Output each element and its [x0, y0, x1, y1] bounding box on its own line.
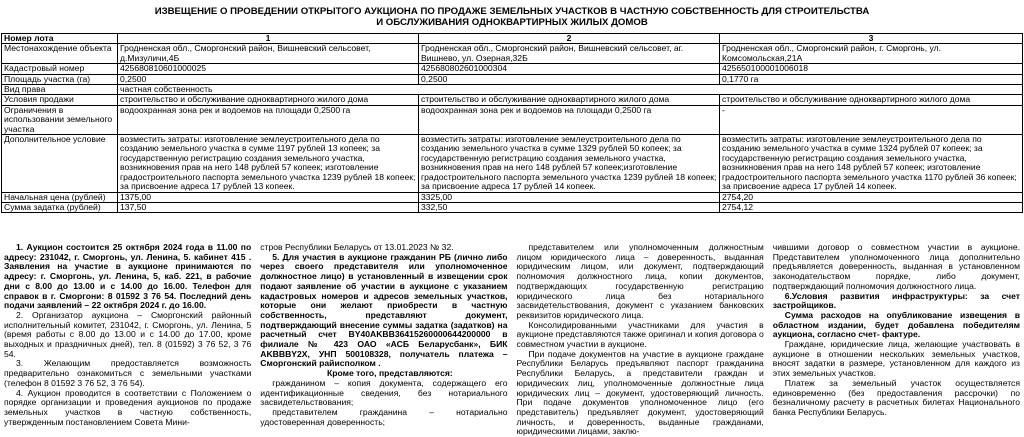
- header-lot-3: 3: [720, 34, 1023, 44]
- table-cell: 137,50: [118, 202, 419, 212]
- table-cell: 0,1770 га: [720, 74, 1023, 84]
- paragraph-citizen-docs: гражданином – копия документа, содержащего его идентификационные сведения, без нотариального засвидетельствования;: [260, 377, 508, 408]
- table-cell: 2754,20: [720, 192, 1023, 202]
- table-cell: Гродненская обл., Сморгонский район, Вишневский сельсовет, д.Мизуличи,4Б: [118, 44, 419, 64]
- table-row: [2, 95, 1023, 105]
- table-cell: 425650100001006018: [720, 64, 1023, 74]
- notice-title-line-2: И ОБСЛУЖИВАНИЯ ОДНОКВАРТИРНЫХ ЖИЛЫХ ДОМОВ: [376, 17, 648, 28]
- table-row: [2, 64, 1023, 74]
- row-label: Ограничения в использовании земельного участка: [2, 105, 118, 134]
- paragraph-organizer: 2. Организатор аукциона – Сморгонский районный исполнительный комитет, 231042, г. Сморгонь, ул. Ленина, 5 (время работы с 8.00 до 13.00 и с 14.00 до 17.00, кроме выходных и праздничных дней), тел. 8 (01592) 3 76 52, 3 76 54.: [4, 309, 252, 359]
- row-label: Условия продажи: [2, 95, 118, 105]
- table-cell: 2754,12: [720, 202, 1023, 212]
- paragraph-preview: 3. Желающим предоставляется возможность предварительно ознакомиться с земельными участками (телефон 8 01592 3 76 52, 3 76 54).: [4, 358, 252, 388]
- table-cell: 332,50: [419, 202, 720, 212]
- paragraph-payment: Платеж за земельный участок осуществляется единовременно (без предоставления рассрочки) по безналичному расчету в расчетных билетах Национального банка Республики Беларусь.: [772, 377, 1020, 417]
- table-cell: 425680810601000025: [118, 64, 419, 74]
- table-cell: частная собственность: [118, 85, 1023, 95]
- paragraph-participation: 5. Для участия в аукционе гражданин РБ (лично либо через своего представителя или уполномоченное должностное лицо) в установленный в извещении срок подают заявление об участии в аукционе с указанием кадастровых номеров и адресов земельных участков, которые они желают приобрести в частную собственность, представляют документ, подтверждающий внесение суммы задатка (задатков) на расчетный счет BY40AKBB36415260000644200000 в филиале № 423 ОАО «АСБ Беларусбанк», БИК AKBBBY2X, УНП 500108328, получатель платежа – Сморгонский райисполком .: [260, 251, 508, 369]
- table-cell: водоохранная зона рек и водоемов на площади 0,2500 га: [419, 105, 720, 134]
- paragraph-multiple-lots: Граждане, юридические лица, желающие участвовать в аукционе в отношении нескольких земельных участков, вносят задатки в размере, установленном для каждого из этих земельных участков.: [772, 339, 1020, 379]
- table-cell: 0,2500: [419, 74, 720, 84]
- header-lot-number: Номер лота: [2, 34, 118, 44]
- text-column-2: [260, 242, 508, 427]
- table-row: [2, 202, 1023, 212]
- header-lot-2: 2: [419, 34, 720, 44]
- table-row: [2, 44, 1023, 64]
- paragraph-legal-entity: представителем или уполномоченным должностным лицом юридического лица – доверенность, выданная юридическим лицом, или документ, подтверждающий полномочия должностного лица, копии документов, подтверждающих государственную регистрацию юридического лица без нотариального засвидетельствования, документ с указанием банковских реквизитов юридического лица.: [516, 242, 764, 320]
- table-cell: возместить затраты: изготовление землеустроительного дела по созданию земельного участка в сумме 1197 рублей 13 копеек; за государственную регистрацию создания земельного участка, возникновения прав на него 148 рублей 57 копеек; изготовление градостроительного паспорта земельного участка 1239 рублей 18 копеек; за присвоение адреса 17 рублей 13 копеек.: [118, 135, 419, 192]
- table-cell: возместить затраты: изготовление землеустроительного дела по созданию земельного участка в сумме 1329 рублей 50 копеек; за государственную регистрацию создания земельного участка, возникновения прав на него 148 рублей 57 копеек;изготовление градостроительного паспорта земельного участка 1239 рублей 18 копеек; за присвоение адреса 17 рублей 14 копеек.: [419, 135, 720, 192]
- text-column-3: [516, 242, 764, 437]
- table-cell: строительство и обслуживание одноквартирного жилого дома: [118, 95, 419, 105]
- table-cell: Гродненская обл., Сморгонский район, г. Сморгонь, ул. Комсомольская,21А: [720, 44, 1023, 64]
- table-cell: 0,2500: [118, 74, 419, 84]
- paragraph-identity-docs: При подаче документов на участие в аукционе граждане Республики Беларусь предъявляют паспорт гражданина Республики Беларусь, а представители граждан и юридических лиц, уполномоченные должностные лица юридических лиц – документ, удостоверяющий личность. При подаче документов уполномоченное лицо (его представитель) предъявляет документ, удостоверяющий личность, и доверенность, выданные гражданами, юридическими лицами, заклю-: [516, 348, 764, 437]
- table-row: [2, 74, 1023, 84]
- paragraph-publication-costs: Сумма расходов на опубликование извещения в областном издании, будет добавлена победителям аукциона, согласно счет- фактуре.: [772, 309, 1020, 340]
- paragraph-consolidated: Консолидированными участниками для участия в аукционе представляются также оригинал и копия договора о совместном участии в аукционе.: [516, 319, 764, 350]
- row-label: Начальная цена (рублей): [2, 192, 118, 202]
- table-row: [2, 105, 1023, 134]
- text-column-4: [772, 242, 1020, 417]
- row-label: Дополнительное условие: [2, 135, 118, 192]
- text-column-1: [4, 242, 252, 427]
- table-cell: строительство и обслуживание одноквартирного жилого дома: [720, 95, 1023, 105]
- table-cell: строительство и обслуживание одноквартирного жилого дома: [419, 95, 720, 105]
- row-label: Местонахождение объекта: [2, 44, 118, 64]
- table-cell: 425680802601000304: [419, 64, 720, 74]
- paragraph-identity-cont: чившими договор о совместном участии в аукционе. Представителем уполномоченного лица дополнительно предъявляется доверенность, выданная в установленном законодательством порядке, либо документ, подтверждающий полномочия должностного лица.: [772, 242, 1020, 291]
- paragraph-infrastructure: 6.Условия развития инфраструктуры: за счет застройщиков.: [772, 290, 1020, 311]
- table-cell: водоохранная зона рек и водоемов на площади 0,2500 га: [118, 105, 419, 134]
- table-cell: возместить затраты: изготовление землеустроительного дела по созданию земельного участка в сумме 1324 рублей 07 копеек; за государственную регистрацию создания земельного участка, возникновения прав на него 148 рублей 57 копеек; изготовление градостроительного паспорта земельного участка 1170 рублей 36 копеек; за присвоение адреса 17 рублей 14 копеек.: [720, 135, 1023, 192]
- notice-title-line-1: ИЗВЕЩЕНИЕ О ПРОВЕДЕНИИ ОТКРЫТОГО АУКЦИОНА ПО ПРОДАЖЕ ЗЕМЕЛЬНЫХ УЧАСТКОВ В ЧАСТНУЮ СОБСТВЕННОСТЬ ДЛЯ СТРОИТЕЛЬСТВА: [154, 6, 870, 17]
- table-cell: -: [720, 105, 1023, 134]
- paragraph-regulation-cont: стров Республики Беларусь от 13.01.2023 № 32.: [260, 242, 454, 252]
- paragraph-auction-date: 1. Аукцион состоится 25 октября 2024 года в 11.00 по адресу: 231042, г. Сморгонь, ул. Ленина, 5. кабинет 415 . Заявления на участие в аукционе принимаются по адресу: г. Сморгонь, ул. Ленина, 5, каб. 221, в рабочие дни с 8.00 до 13.00 и с 14.00 до 16.00. Телефон для справок в г. Сморгони: 8 01592 3 76 54. Последний день подачи заявлений – 22 октября 2024 г. до 16.00.: [4, 242, 252, 311]
- table-row: [2, 85, 1023, 95]
- table-header-row: [2, 34, 1023, 44]
- header-lot-1: 1: [118, 34, 419, 44]
- paragraph-representative-docs: представителем гражданина – нотариально удостоверенная доверенность;: [260, 406, 508, 427]
- paragraph-regulation: 4. Аукцион проводится в соответствии с Положением о порядке организации и проведения аукционов по продаже земельных участков в частную собственность, утвержденным постановлением Совета Мини-: [4, 387, 252, 427]
- notice-title: [0, 6, 1024, 28]
- table-cell: 3325,00: [419, 192, 720, 202]
- row-label: Вид права: [2, 85, 118, 95]
- lots-table: [1, 33, 1023, 213]
- row-label: Сумма задатка (рублей): [2, 202, 118, 212]
- notice-body: [4, 242, 1020, 437]
- row-label: Кадастровый номер: [2, 64, 118, 74]
- table-row: [2, 135, 1023, 192]
- table-cell: Гродненская обл., Сморгонский район, Вишневский сельсовет, аг. Вишнево, ул. Озерная,32Б: [419, 44, 720, 64]
- row-label: Площадь участка (га): [2, 74, 118, 84]
- table-row: [2, 192, 1023, 202]
- table-cell: 1375,00: [118, 192, 419, 202]
- paragraph-also-submitted: Кроме того, представляются:: [326, 368, 453, 379]
